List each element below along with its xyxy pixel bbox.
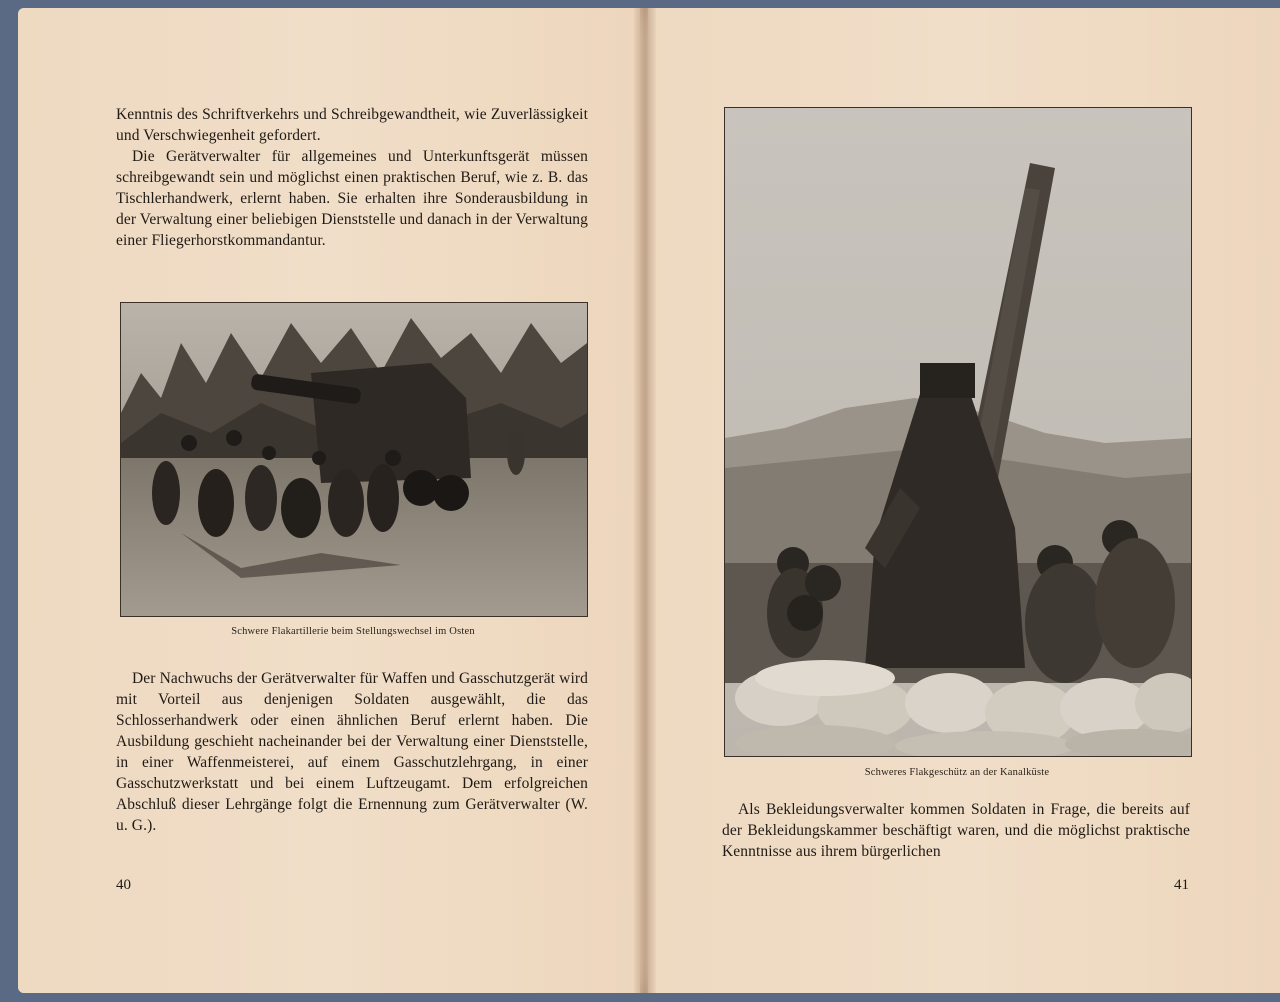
left-photo-flak-artillery [120,302,588,617]
right-page-number: 41 [1174,877,1189,893]
left-page-number: 40 [116,877,131,893]
right-photo-flak-gun [724,107,1192,757]
left-paragraph-1: Kenntnis des Schriftverkehrs und Schreibgewandtheit, wie Zuverlässigkeit und Verschwiegenheit gefordert. [116,106,588,144]
left-paragraph-3: Der Nachwuchs der Gerätverwalter für Waffen und Gasschutzgerät wird mit Vorteil aus denjenigen Soldaten ausgewählt, die das Schlosserhandwerk oder einen ähnlichen Beruf erlernt haben. Die Ausbildung geschieht nacheinander bei der Verwaltung einer Dienststelle, in einer Waffenmeisterei, auf einem Gasschutzlehrgang, in einer Gasschutzwerkstatt und bei einem Luftzeugamt. Dem erfolgreichen Abschluß dieser Lehrgänge folgt die Ernennung zum Gerätverwalter (W. u. G.). [116,670,588,834]
right-paragraph-1: Als Bekleidungsverwalter kommen Soldaten in Frage, die bereits auf der Bekleidungskammer beschäftigt waren, und die möglichst praktische Kenntnisse aus ihrem bürgerlichen [722,801,1190,860]
left-paragraph-2: Die Gerätverwalter für allgemeines und Unterkunftsgerät müssen schreibgewandt sein und möglichst einen praktischen Beruf, wie z. B. das Tischlerhandwerk, erlernt haben. Sie erhalten ihre Sonderausbildung in der Verwaltung einer beliebigen Dienststelle und danach in der Verwaltung einer Fliegerhorstkommandantur. [116,148,589,249]
right-text [722,799,1190,862]
left-photo-caption: Schwere Flakartillerie beim Stellungswechsel im Osten [231,626,475,637]
left-text-bottom [116,668,588,836]
book-gutter [634,8,656,993]
left-text-top [116,104,588,251]
right-photo-caption: Schweres Flakgeschütz an der Kanalküste [864,767,1050,778]
